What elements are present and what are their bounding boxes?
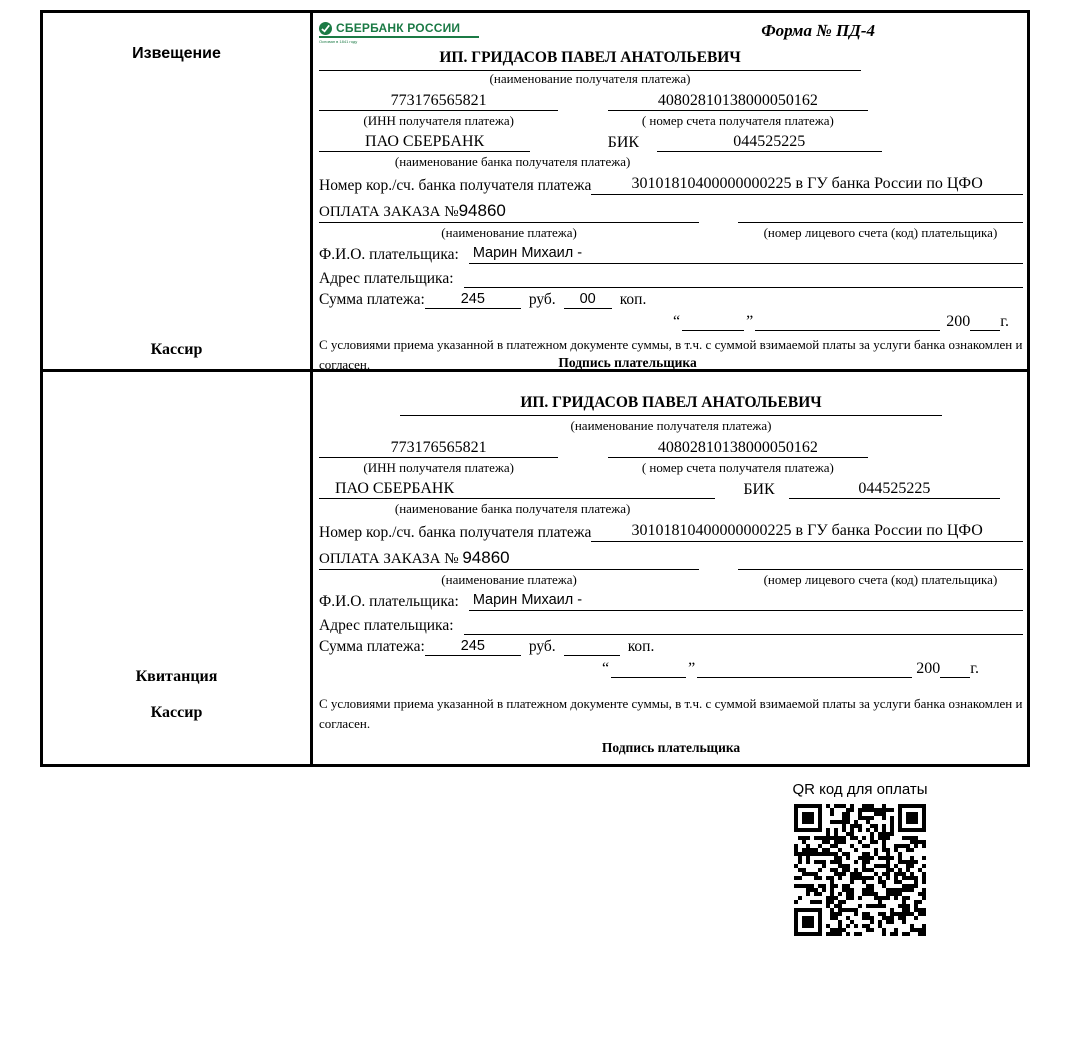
inn-value: 773176565821 [319,92,558,111]
payer-name-value: Марин Михаил - [469,592,1023,611]
sberbank-logo-icon [319,22,332,35]
sberbank-brand-text: СБЕРБАНК РОССИИ [336,21,461,35]
sberbank-logo [319,21,479,44]
year-prefix: 200 [946,313,971,330]
qr-code [794,804,926,936]
agreement-block [319,335,1023,375]
payment-name-field [319,201,699,223]
signature-label: Подпись плательщика [558,355,697,371]
date-line [319,311,1009,331]
year-suffix: г. [970,660,979,677]
date-quote-close: ” [688,660,696,677]
year-suffix: г. [1000,313,1009,330]
account-value: 40802810138000050162 [608,92,868,111]
payment-caption: (наименование платежа) [441,572,577,587]
date-line [319,658,979,678]
payer-address-value [464,614,1023,635]
notice-content [313,13,1027,373]
notice-side-column [43,13,313,369]
inn-caption: (ИНН получателя платежа) [363,113,514,128]
amount-rub-value: 245 [425,638,521,656]
payment-prefix: ОПЛАТА ЗАКАЗА № [319,551,459,567]
inn-caption: (ИНН получателя платежа) [363,460,514,475]
corr-account-value: 30101810400000000225 в ГУ банка России по ЦФО [591,522,1023,542]
qr-caption: QR код для оплаты [792,781,928,798]
receipt-section [43,372,1027,764]
bank-caption: (наименование банка получателя платежа) [394,154,631,169]
agreement-text: С условиями приема указанной в платежном документе суммы, в т.ч. с суммой взимаемой платы за услуги банка ознакомлен и согласен. [319,696,1023,732]
receipt-content [313,372,1027,764]
corr-account-label: Номер кор./сч. банка получателя платежа [319,177,592,194]
account-caption: ( номер счета получателя платежа) [641,460,834,475]
payer-address-value [464,267,1023,288]
corr-account-value: 30101810400000000225 в ГУ банка России по ЦФО [591,175,1023,195]
account-caption: ( номер счета получателя платежа) [641,113,834,128]
side-cashier-receipt: Кассир [150,704,203,721]
notice-section [43,13,1027,372]
qr-block [742,781,978,941]
date-quote-open: “ [602,660,610,677]
personal-account-field [738,202,1023,223]
agreement-text: С условиями приема указанной в платежном документе суммы, в т.ч. с суммой взимаемой платы за услуги банка ознакомлен и согласен. [319,337,1023,373]
amount-kop-value: 00 [564,291,612,309]
bik-label: БИК [607,134,640,151]
rub-label: руб. [528,638,556,655]
payer-name-label: Ф.И.О. плательщика: [319,593,459,610]
personal-account-field [738,549,1023,570]
amount-kop-value [564,654,620,656]
form-number: Форма № ПД-4 [761,21,875,40]
amount-label: Сумма платежа: [319,291,425,308]
personal-account-caption: (номер лицевого счета (код) плательщика) [763,225,998,240]
side-title-notice: Извещение [132,45,221,62]
recipient-name-field: ИП. ГРИДАСОВ ПАВЕЛ АНАТОЛЬЕВИЧ [319,49,861,71]
recipient-caption: (наименование получателя платежа) [489,71,691,86]
kop-label: коп. [627,638,655,655]
inn-value: 773176565821 [319,439,558,458]
amount-label: Сумма платежа: [319,638,425,655]
corr-account-label: Номер кор./сч. банка получателя платежа [319,524,592,541]
order-number: 94860 [462,548,510,567]
rub-label: руб. [528,291,556,308]
side-title-receipt: Квитанция [135,668,218,685]
signature-label: Подпись плательщика [601,740,741,756]
receipt-side-column [43,372,313,764]
personal-account-caption: (номер лицевого счета (код) плательщика) [763,572,998,587]
account-value: 40802810138000050162 [608,439,868,458]
payment-prefix: ОПЛАТА ЗАКАЗА № [319,204,459,220]
date-quote-open: “ [673,313,681,330]
recipient-caption: (наименование получателя платежа) [570,418,772,433]
bank-caption: (наименование банка получателя платежа) [394,501,631,516]
bik-label: БИК [743,481,775,498]
agreement-block [319,694,1023,759]
pd4-form [40,10,1030,767]
payer-address-label: Адрес плательщика: [319,270,454,287]
payment-caption: (наименование платежа) [441,225,577,240]
side-cashier-notice: Кассир [150,341,203,358]
payer-address-label: Адрес плательщика: [319,617,454,634]
payer-name-label: Ф.И.О. плательщика: [319,246,459,263]
recipient-name-field: ИП. ГРИДАСОВ ПАВЕЛ АНАТОЛЬЕВИЧ [400,394,942,416]
amount-rub-value: 245 [425,291,521,309]
payment-name-field [319,548,699,570]
payer-name-value: Марин Михаил - [469,245,1023,264]
bank-name-value: ПАО СБЕРБАНК [319,133,530,152]
order-number: 94860 [458,201,506,220]
bik-value: 044525225 [789,480,1000,499]
bik-value: 044525225 [657,133,882,152]
date-quote-close: ” [746,313,754,330]
bank-name-value: ПАО СБЕРБАНК [319,480,715,499]
year-prefix: 200 [916,660,941,677]
kop-label: коп. [619,291,647,308]
sberbank-tagline: Основан в 1841 году [319,39,358,44]
